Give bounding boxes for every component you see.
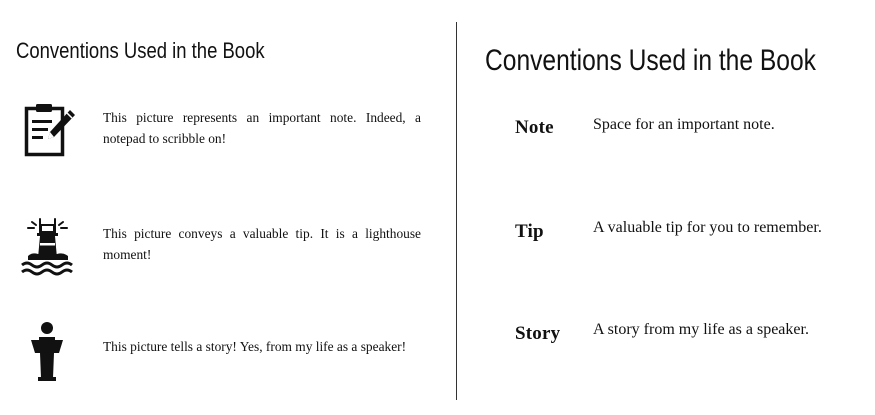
lighthouse-icon (20, 216, 76, 278)
tip-text: A valuable tip for you to remember. (593, 219, 822, 236)
story-description: This picture tells a story! Yes, from my life as a speaker! (103, 339, 407, 354)
tip-description: This picture conveys a valuable tip. It is a lighthouse moment! (103, 226, 421, 262)
story-text: A story from my life as a speaker. (593, 321, 809, 338)
note-label: Note (515, 117, 554, 138)
tip-label: Tip (515, 221, 544, 242)
story-label: Story (515, 323, 561, 344)
panel-divider (456, 22, 457, 400)
right-panel (458, 0, 875, 415)
note-text: Space for an important note. (593, 116, 775, 133)
left-heading: Conventions Used in the Book (16, 38, 265, 63)
note-description: This picture represents an important note. Indeed, a notepad to scribble on! (103, 110, 421, 146)
speaker-podium-icon (29, 320, 65, 382)
right-heading: Conventions Used in the Book (485, 44, 816, 77)
notepad-icon (24, 102, 76, 158)
